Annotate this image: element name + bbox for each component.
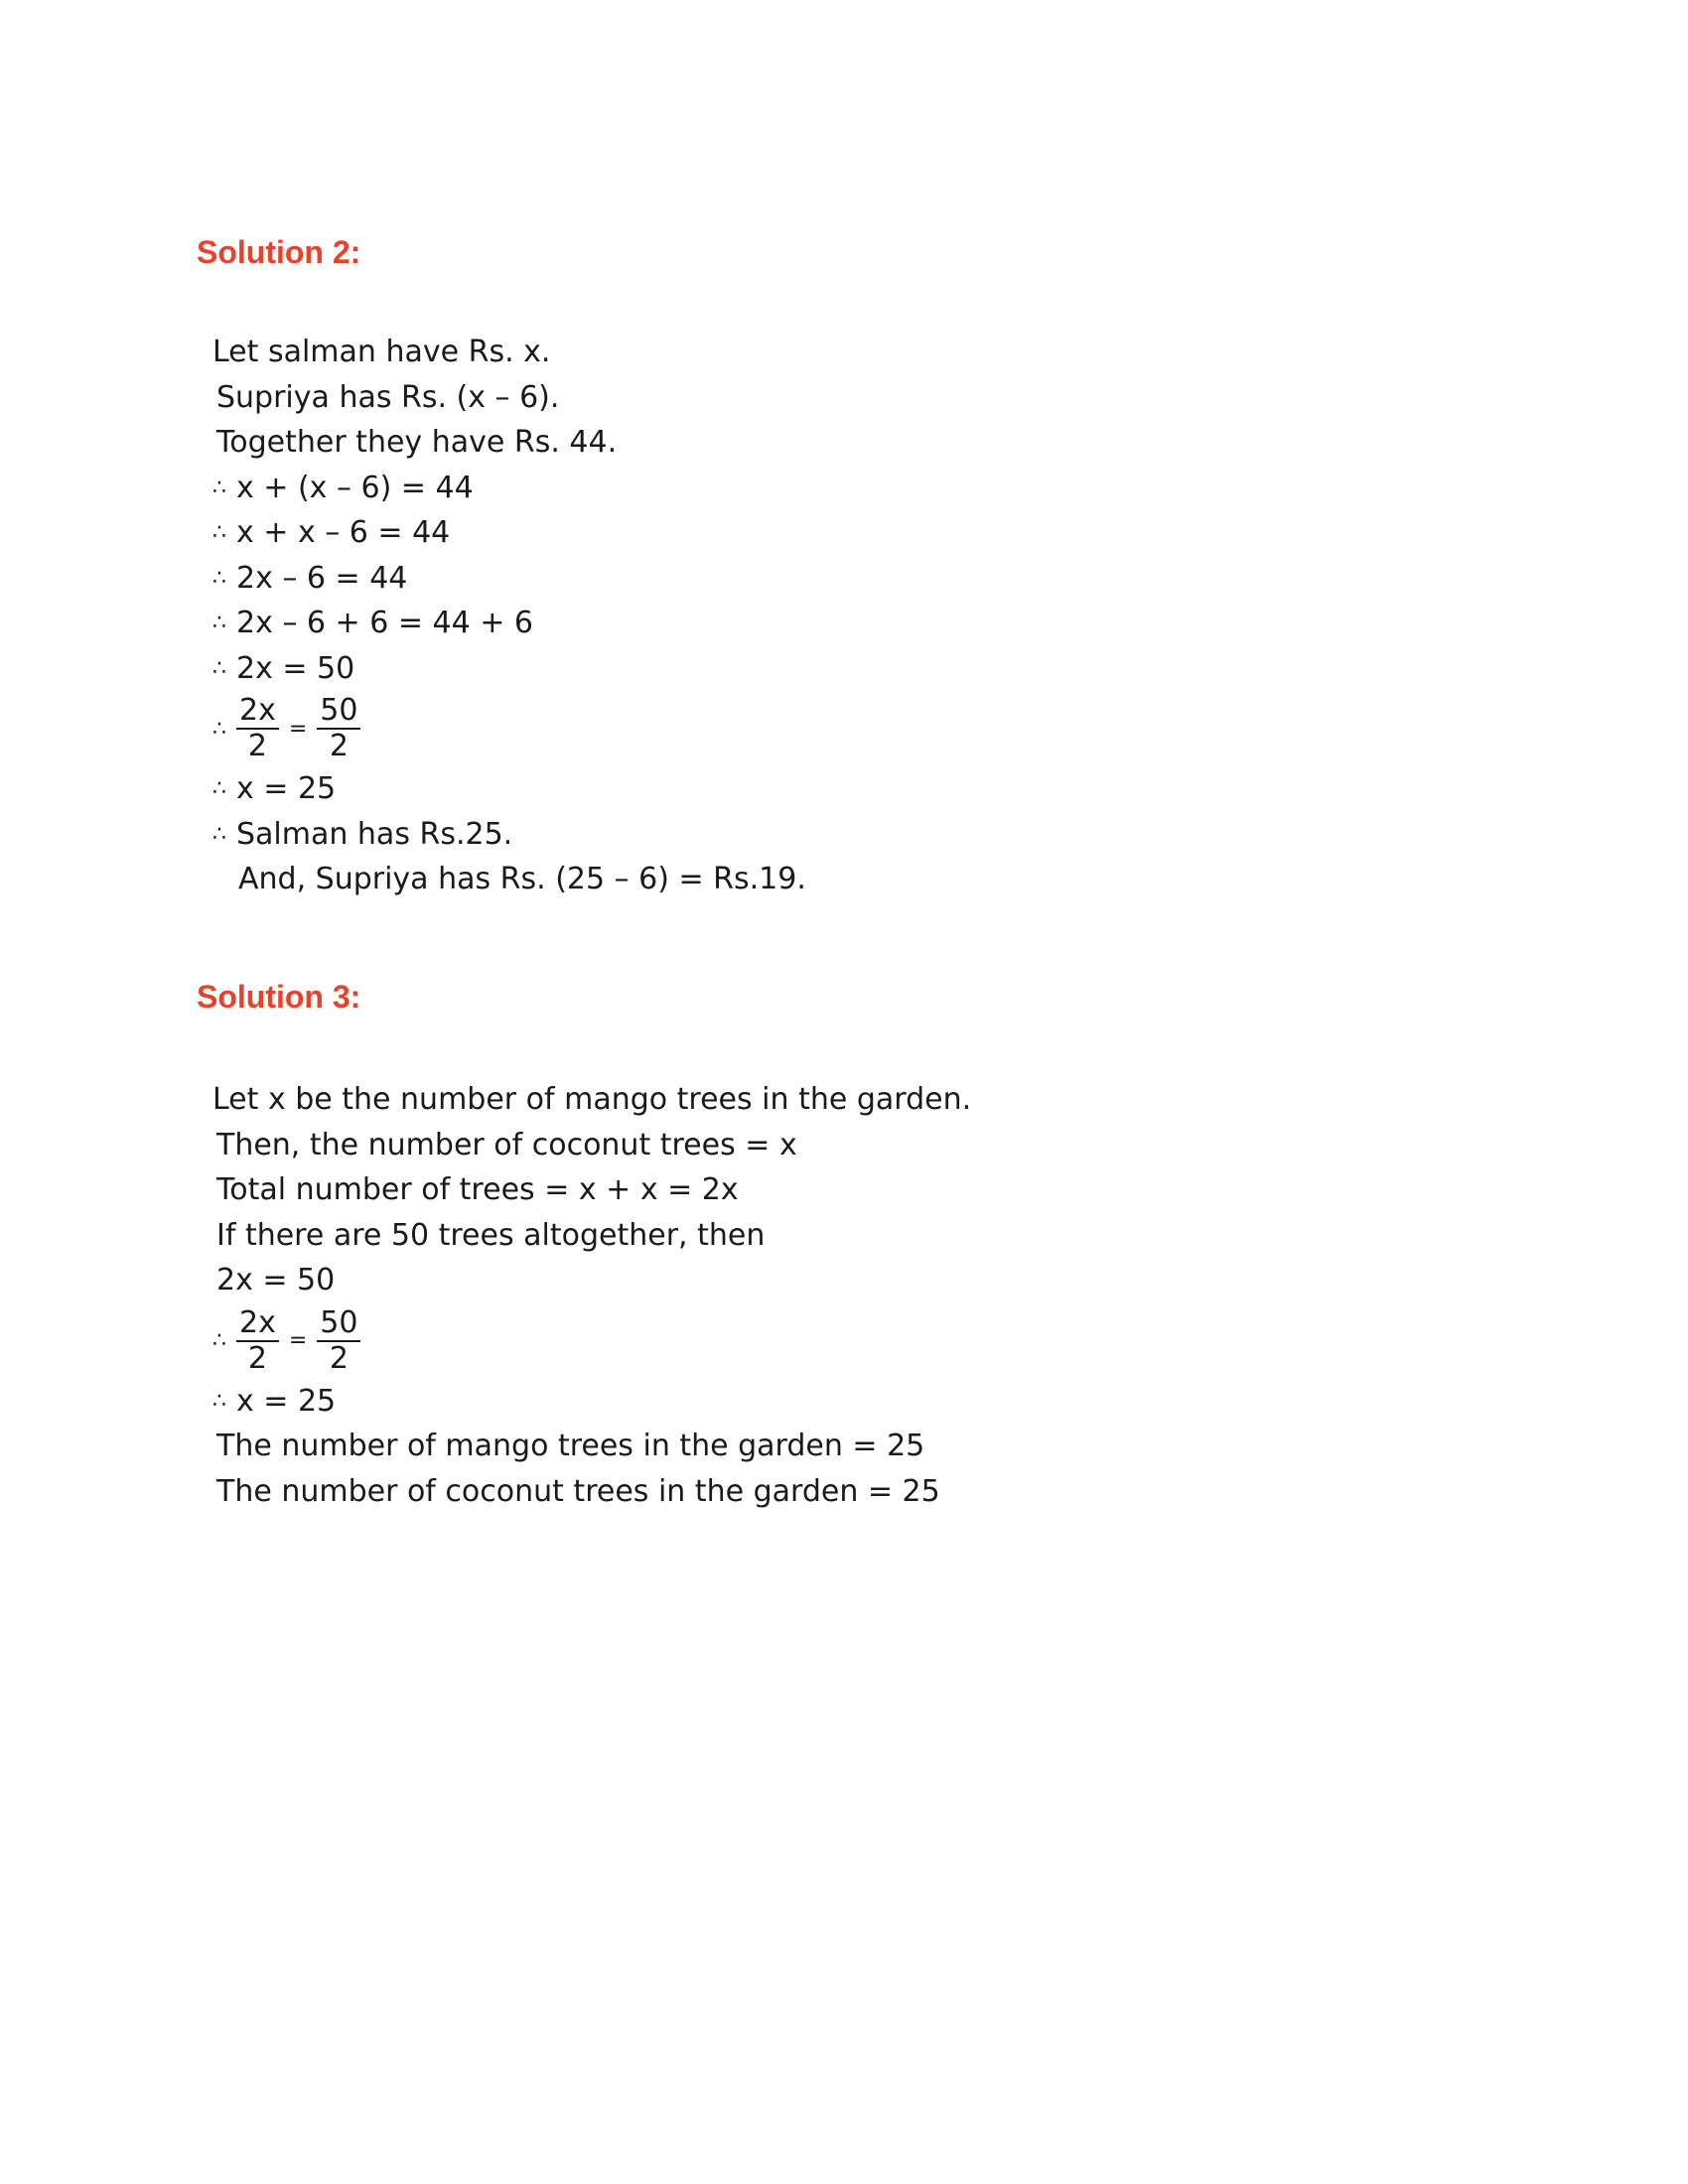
solution-line (212, 556, 806, 602)
fraction-right (317, 694, 360, 763)
therefore-symbol: ∴ (212, 1388, 224, 1414)
solution-line: Then, the number of coconut trees = x (216, 1127, 797, 1162)
solution-line (212, 510, 806, 556)
solution-line: If there are 50 trees altogether, then (216, 1217, 766, 1253)
solution-line: Supriya has Rs. (x – 6). (216, 379, 560, 415)
therefore-symbol: ∴ (212, 475, 224, 500)
fraction-equation (212, 691, 806, 766)
denominator: 2 (329, 1340, 349, 1376)
therefore-symbol: ∴ (212, 716, 224, 742)
therefore-symbol: ∴ (212, 821, 224, 847)
solution-line: Total number of trees = x + x = 2x (216, 1172, 739, 1207)
equation-text: 2x = 50 (236, 650, 355, 686)
solution-line (212, 1379, 971, 1425)
solution-line: The number of coconut trees in the garden = 25 (216, 1473, 940, 1509)
denominator: 2 (247, 729, 267, 763)
therefore-symbol: ∴ (212, 655, 224, 681)
denominator: 2 (329, 729, 349, 763)
fraction-equation (212, 1303, 971, 1379)
equals-sign: = (288, 716, 308, 742)
equation-text: 2x – 6 = 44 (236, 560, 408, 596)
equation-text: x = 25 (236, 1383, 337, 1419)
fraction-left (236, 694, 279, 763)
solution-3-heading: Solution 3: (197, 979, 361, 1015)
solution-line (212, 812, 806, 858)
solution-line (212, 766, 806, 812)
equation-text: x + x – 6 = 44 (236, 515, 451, 550)
solution-line: And, Supriya has Rs. (25 – 6) = Rs.19. (238, 862, 806, 896)
solution-line: Together they have Rs. 44. (216, 425, 618, 460)
therefore-symbol: ∴ (212, 776, 224, 801)
solution-line (212, 601, 806, 646)
equation-text: x + (x – 6) = 44 (236, 470, 474, 505)
numerator: 50 (317, 1306, 360, 1342)
fraction-right (317, 1306, 360, 1376)
solution-3-body (212, 1077, 971, 1514)
numerator: 2x (236, 694, 279, 730)
fraction-left (236, 1306, 279, 1376)
numerator: 50 (317, 694, 360, 730)
solution-line: The number of mango trees in the garden = 25 (216, 1429, 925, 1463)
equation-text: 2x – 6 + 6 = 44 + 6 (236, 606, 533, 640)
solution-line: Let salman have Rs. x. (212, 335, 551, 369)
solution-line: Let x be the number of mango trees in the garden. (212, 1082, 972, 1117)
solution-2-heading: Solution 2: (197, 234, 361, 270)
denominator: 2 (247, 1340, 267, 1376)
numerator: 2x (236, 1306, 279, 1342)
therefore-symbol: ∴ (212, 520, 224, 545)
equals-sign: = (288, 1328, 308, 1353)
solution-line (212, 466, 806, 511)
solution-line (212, 646, 806, 692)
conclusion-text: Salman has Rs.25. (236, 816, 513, 852)
equation-text: x = 25 (236, 771, 337, 806)
therefore-symbol: ∴ (212, 611, 224, 635)
therefore-symbol: ∴ (212, 1328, 224, 1353)
solution-line: 2x = 50 (216, 1263, 336, 1297)
solution-2-body (212, 330, 806, 902)
therefore-symbol: ∴ (212, 565, 224, 591)
